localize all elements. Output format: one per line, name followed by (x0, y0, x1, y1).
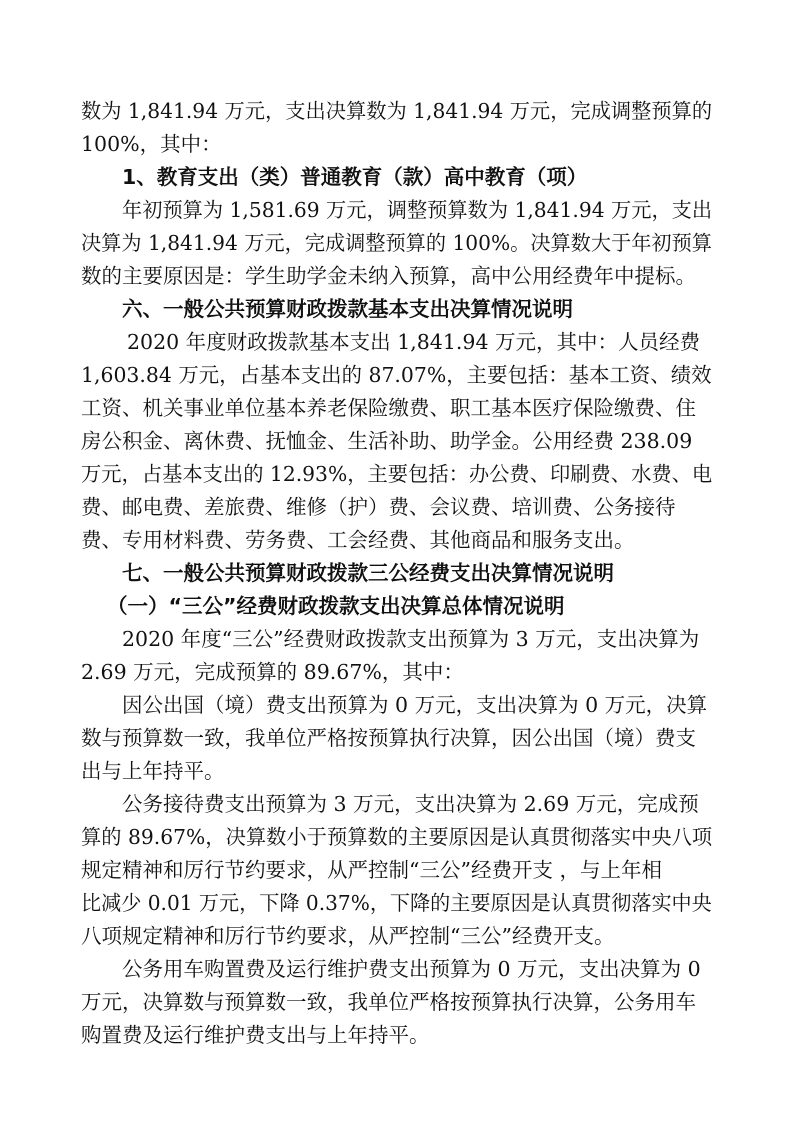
section-heading: 六、一般公共预算财政拨款基本支出决算情况说明 (122, 297, 573, 321)
body-text-line: 算的 89.67%，决算数小于预算数的主要原因是认真贯彻落实中央八项 (81, 825, 713, 849)
body-text-line: 比减少 0.01 万元，下降 0.37%，下降的主要原因是认真贯彻落实中央 (81, 891, 712, 915)
body-text-line: 决算为 1,841.94 万元，完成调整预算的 100%。决算数大于年初预算 (81, 231, 712, 255)
body-text-line: 万元，占基本支出的 12.93%，主要包括：办公费、印刷费、水费、电 (81, 462, 713, 486)
body-text-line: 2.69 万元，完成预算的 89.67%，其中： (81, 660, 464, 684)
section-heading: 七、一般公共预算财政拨款三公经费支出决算情况说明 (122, 561, 614, 585)
body-text-line: 房公积金、离休费、抚恤金、生活补助、助学金。公用经费 238.09 (81, 429, 693, 453)
subsection-heading: （一）“三公”经费财政拨款支出决算总体情况说明 (107, 594, 565, 618)
body-text-line: 购置费及运行维护费支出与上年持平。 (81, 1023, 430, 1047)
body-text-line: 2020 年度“三公”经费财政拨款支出预算为 3 万元，支出决算为 (122, 627, 700, 651)
body-text-line: 100%，其中： (81, 132, 222, 156)
body-text-line: 公务接待费支出预算为 3 万元，支出决算为 2.69 万元，完成预 (122, 792, 699, 816)
body-text-line: 2020 年度财政拨款基本支出 1,841.94 万元，其中：人员经费 (127, 330, 701, 354)
body-text-line: 费、邮电费、差旅费、维修（护）费、会议费、培训费、公务接待 (81, 495, 676, 519)
body-text-line: 数的主要原因是：学生助学金未纳入预算，高中公用经费年中提标。 (81, 264, 696, 288)
body-text-line: 数与预算数一致，我单位严格按预算执行决算，因公出国（境）费支 (81, 726, 696, 750)
body-text-line: 因公出国（境）费支出预算为 0 万元，支出决算为 0 万元，决算 (122, 693, 708, 717)
body-text-line: 工资、机关事业单位基本养老保险缴费、职工基本医疗保险缴费、住 (81, 396, 696, 420)
body-text-line: 规定精神和厉行节约要求，从严控制“三公”经费开支 ，与上年相 (81, 858, 662, 882)
body-text-line: 1,603.84 万元，占基本支出的 87.07%，主要包括：基本工资、绩效 (81, 363, 712, 387)
section-heading: 1、教育支出（类）普通教育（款）高中教育（项） (122, 165, 588, 189)
body-text-line: 八项规定精神和厉行节约要求，从严控制“三公”经费开支。 (81, 924, 615, 948)
body-text-line: 数为 1,841.94 万元，支出决算数为 1,841.94 万元，完成调整预算的 (81, 99, 713, 123)
body-text-line: 万元，决算数与预算数一致，我单位严格按预算执行决算，公务用车 (81, 990, 696, 1014)
body-text-line: 年初预算为 1,581.69 万元，调整预算数为 1,841.94 万元，支出 (122, 198, 713, 222)
body-text-line: 公务用车购置费及运行维护费支出预算为 0 万元，支出决算为 0 (122, 957, 701, 981)
body-text-line: 费、专用材料费、劳务费、工会经费、其他商品和服务支出。 (81, 528, 635, 552)
body-text-line: 出与上年持平。 (81, 759, 225, 783)
